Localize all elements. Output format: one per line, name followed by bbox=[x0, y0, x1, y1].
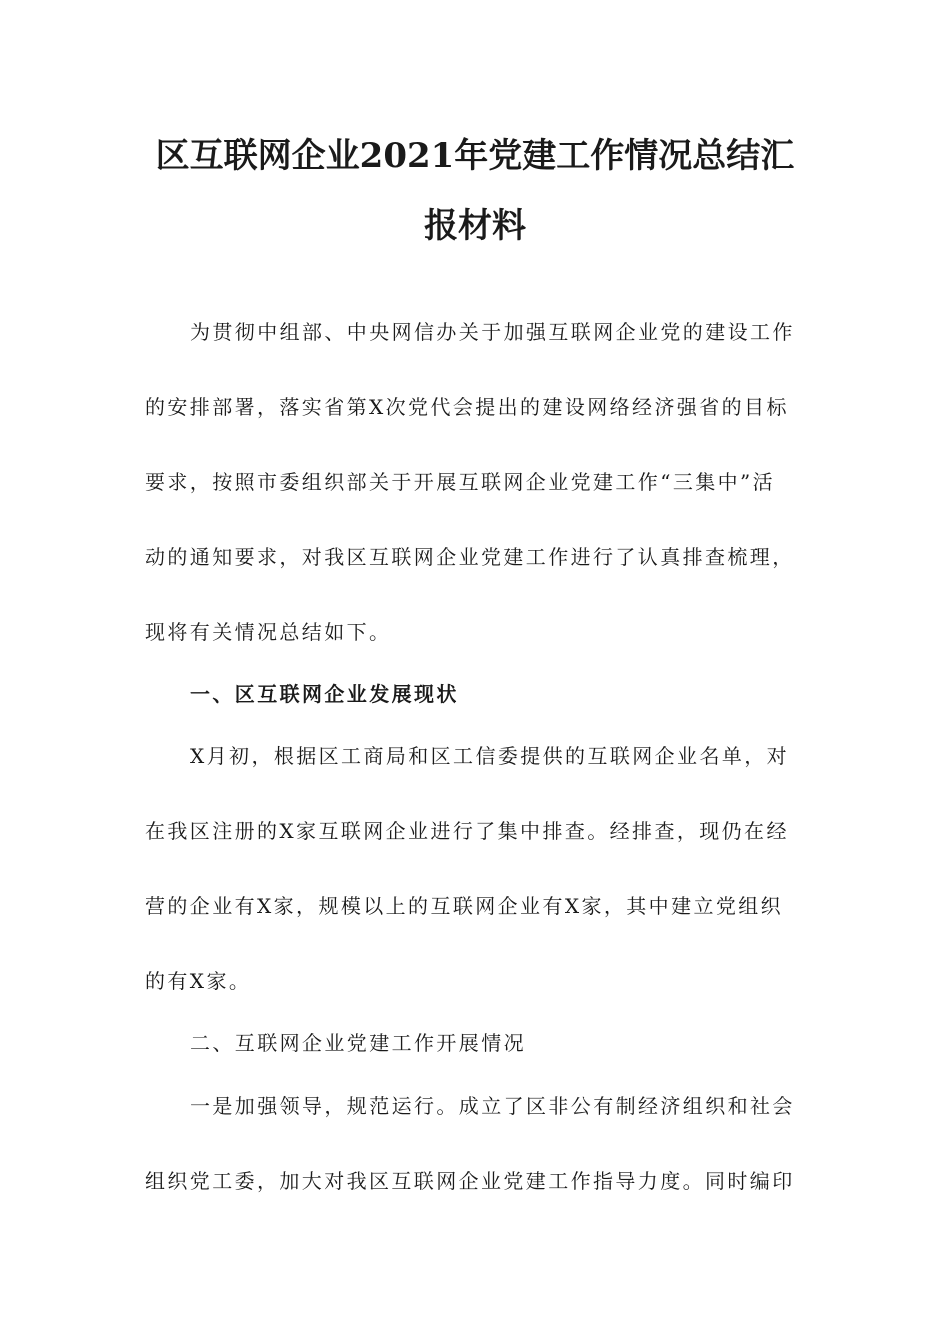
document-title-line-2: 报材料 bbox=[424, 206, 526, 246]
paragraph-line: 营的企业有X家，规模以上的互联网企业有X家，其中建立党组织 bbox=[145, 894, 784, 918]
paragraph-line: 要求，按照市委组织部关于开展互联网企业党建工作“三集中”活 bbox=[145, 470, 776, 494]
paragraph-line: 组织党工委，加大对我区互联网企业党建工作指导力度。同时编印 bbox=[145, 1169, 795, 1193]
paragraph-line: 的有X家。 bbox=[145, 969, 252, 993]
paragraph-line: X月初，根据区工商局和区工信委提供的互联网企业名单，对 bbox=[190, 744, 790, 768]
document-title-line-1: 区互联网企业2021年党建工作情况总结汇 bbox=[155, 136, 795, 176]
section-heading-1: 一、区互联网企业发展现状 bbox=[190, 682, 459, 706]
paragraph-line: 动的通知要求，对我区互联网企业党建工作进行了认真排查梳理， bbox=[145, 545, 795, 569]
paragraph-line: 的安排部署，落实省第X次党代会提出的建设网络经济强省的目标 bbox=[145, 395, 789, 419]
paragraph-line: 现将有关情况总结如下。 bbox=[145, 620, 392, 644]
section-heading-2: 二、互联网企业党建工作开展情况 bbox=[190, 1031, 526, 1055]
paragraph-line: 在我区注册的X家互联网企业进行了集中排查。经排查，现仍在经 bbox=[145, 819, 789, 843]
paragraph-line: 为贯彻中组部、中央网信办关于加强互联网企业党的建设工作 bbox=[190, 320, 795, 344]
paragraph-line: 一是加强领导，规范运行。成立了区非公有制经济组织和社会 bbox=[190, 1094, 795, 1118]
